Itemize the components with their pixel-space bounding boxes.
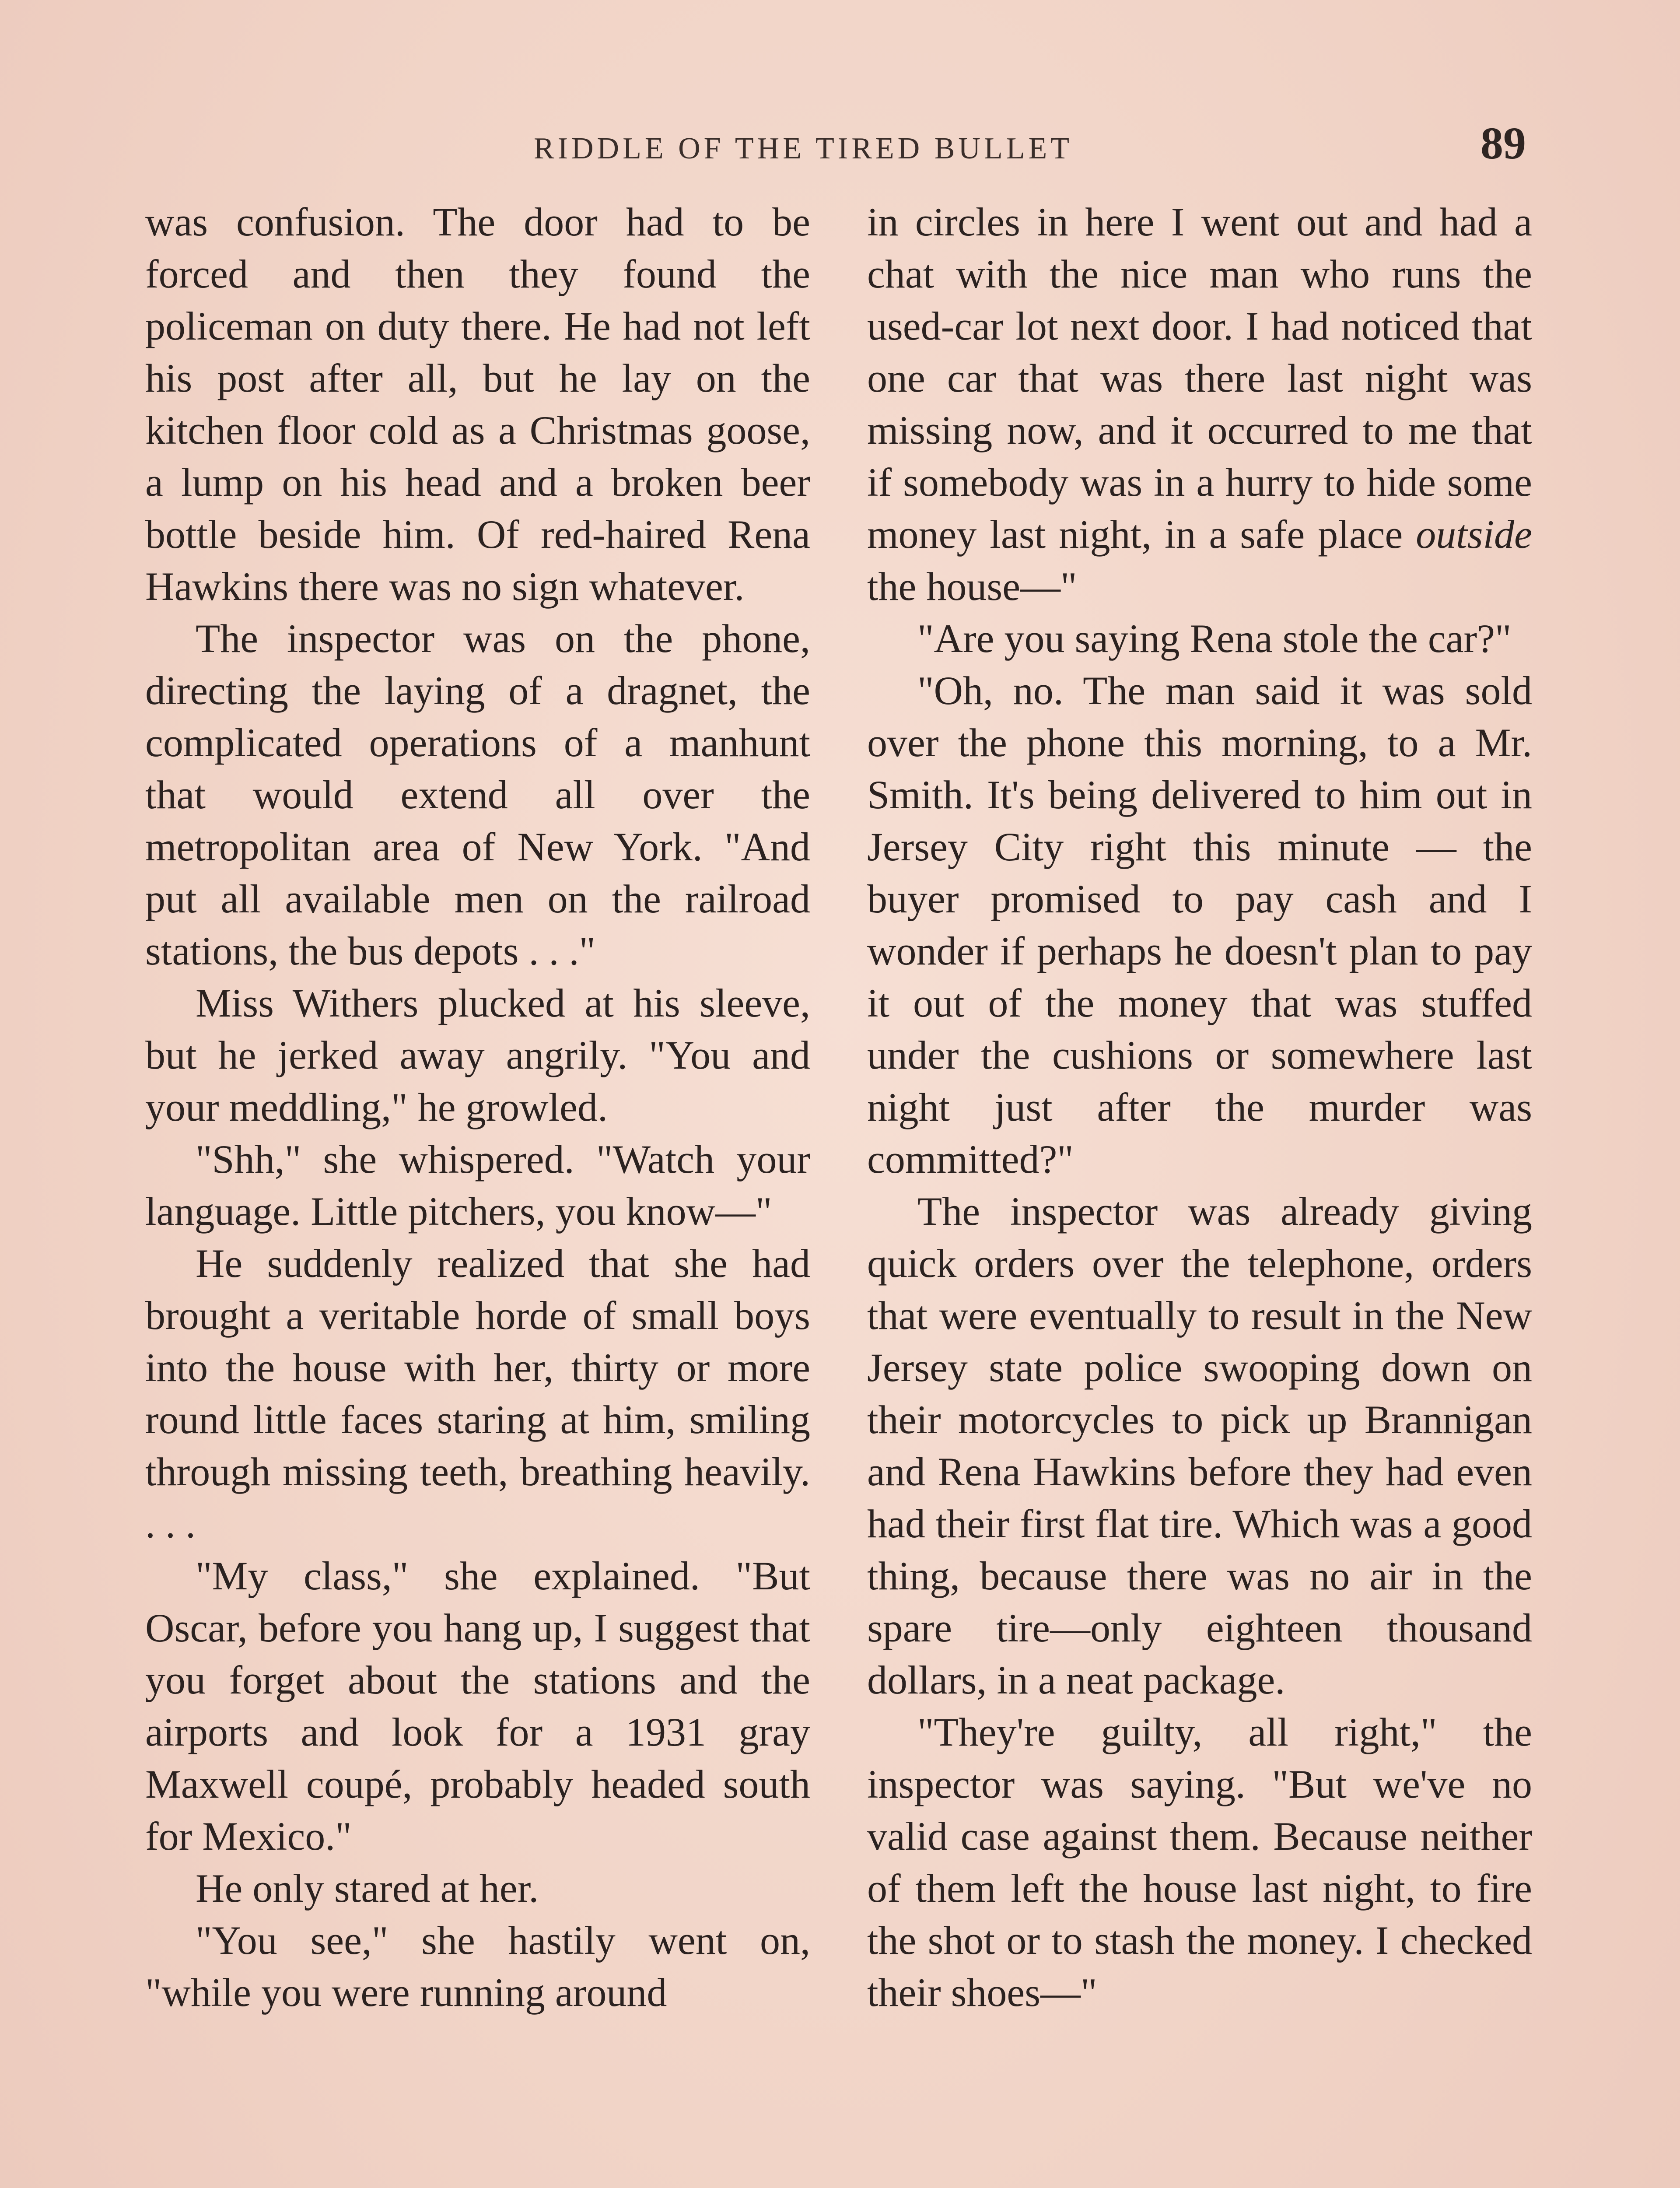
- text-run: in circles in here I went out and had a chat with the nice man who runs the used-car lot next door. I had noticed that one car that was there last night was missing now, and it occurred to me that if somebody was in a hurry to hide some money last night, in a safe place: [867, 200, 1532, 557]
- left-column: [145, 196, 810, 2019]
- paragraph: "You see," she hastily went on, "while you were running around: [145, 1918, 810, 2015]
- paragraph: "They're guilty, all right," the inspector was saying. "But we've no valid case against them. Because neither of them left the house last night, to fire the shot or to stash the money. I checked their shoes—": [867, 1710, 1532, 2015]
- paragraph: [867, 196, 1532, 613]
- paragraph: The inspector was on the phone, directing the laying of a dragnet, the complicated operations of a manhunt that would extend all over the metropolitan area of New York. "And put all available men on the railroad stations, the bus depots . . .": [145, 616, 810, 973]
- paragraph: Miss Withers plucked at his sleeve, but he jerked away angrily. "You and your meddling," he growled.: [145, 981, 810, 1129]
- paragraph: "Shh," she whispered. "Watch your language. Little pitchers, you know—": [145, 1137, 810, 1234]
- paragraph: "Oh, no. The man said it was sold over the phone this morning, to a Mr. Smith. It's being delivered to him out in Jersey City right this minute — the buyer promised to pay cash and I wonder if perhaps he doesn't plan to pay it out of the money that was stuffed under the cushions or somewhere last night just after the murder was committed?": [867, 668, 1532, 1182]
- paragraph: He only stared at her.: [196, 1866, 539, 1911]
- paragraph: The inspector was already giving quick orders over the telephone, orders that were eventually to result in the New Jersey state police swooping down on their motorcycles to pick up Brannigan and Rena Hawkins before they had even had their first flat tire. Which was a good thing, because there was no air in the spare tire—only eighteen thousand dollars, in a neat package.: [867, 1189, 1532, 1702]
- text-run: the house—": [867, 564, 1077, 609]
- running-title: RIDDLE OF THE TIRED BULLET: [534, 132, 1073, 165]
- paragraph: was confusion. The door had to be forced and then they found the policeman on duty there. He had not left his post after all, but he lay on the kitchen floor cold as a Christmas goose, a lump on his head and a broken beer bottle beside him. Of red-haired Rena Hawkins there was no sign whatever.: [145, 200, 810, 609]
- paragraph: "Are you saying Rena stole the car?": [917, 616, 1512, 661]
- right-column: [867, 196, 1532, 2019]
- italic-word: outside: [1416, 512, 1532, 557]
- page-number: 89: [1480, 118, 1526, 168]
- paragraph: He suddenly realized that she had brought a veritable horde of small boys into the house with her, thirty or more round little faces staring at him, smiling through missing teeth, breathing heavily. . . .: [145, 1241, 810, 1546]
- paragraph: "My class," she explained. "But Oscar, before you hang up, I suggest that you forget about the stations and the airports and look for a 1931 gray Maxwell coupé, probably headed south for Mexico.": [145, 1553, 810, 1858]
